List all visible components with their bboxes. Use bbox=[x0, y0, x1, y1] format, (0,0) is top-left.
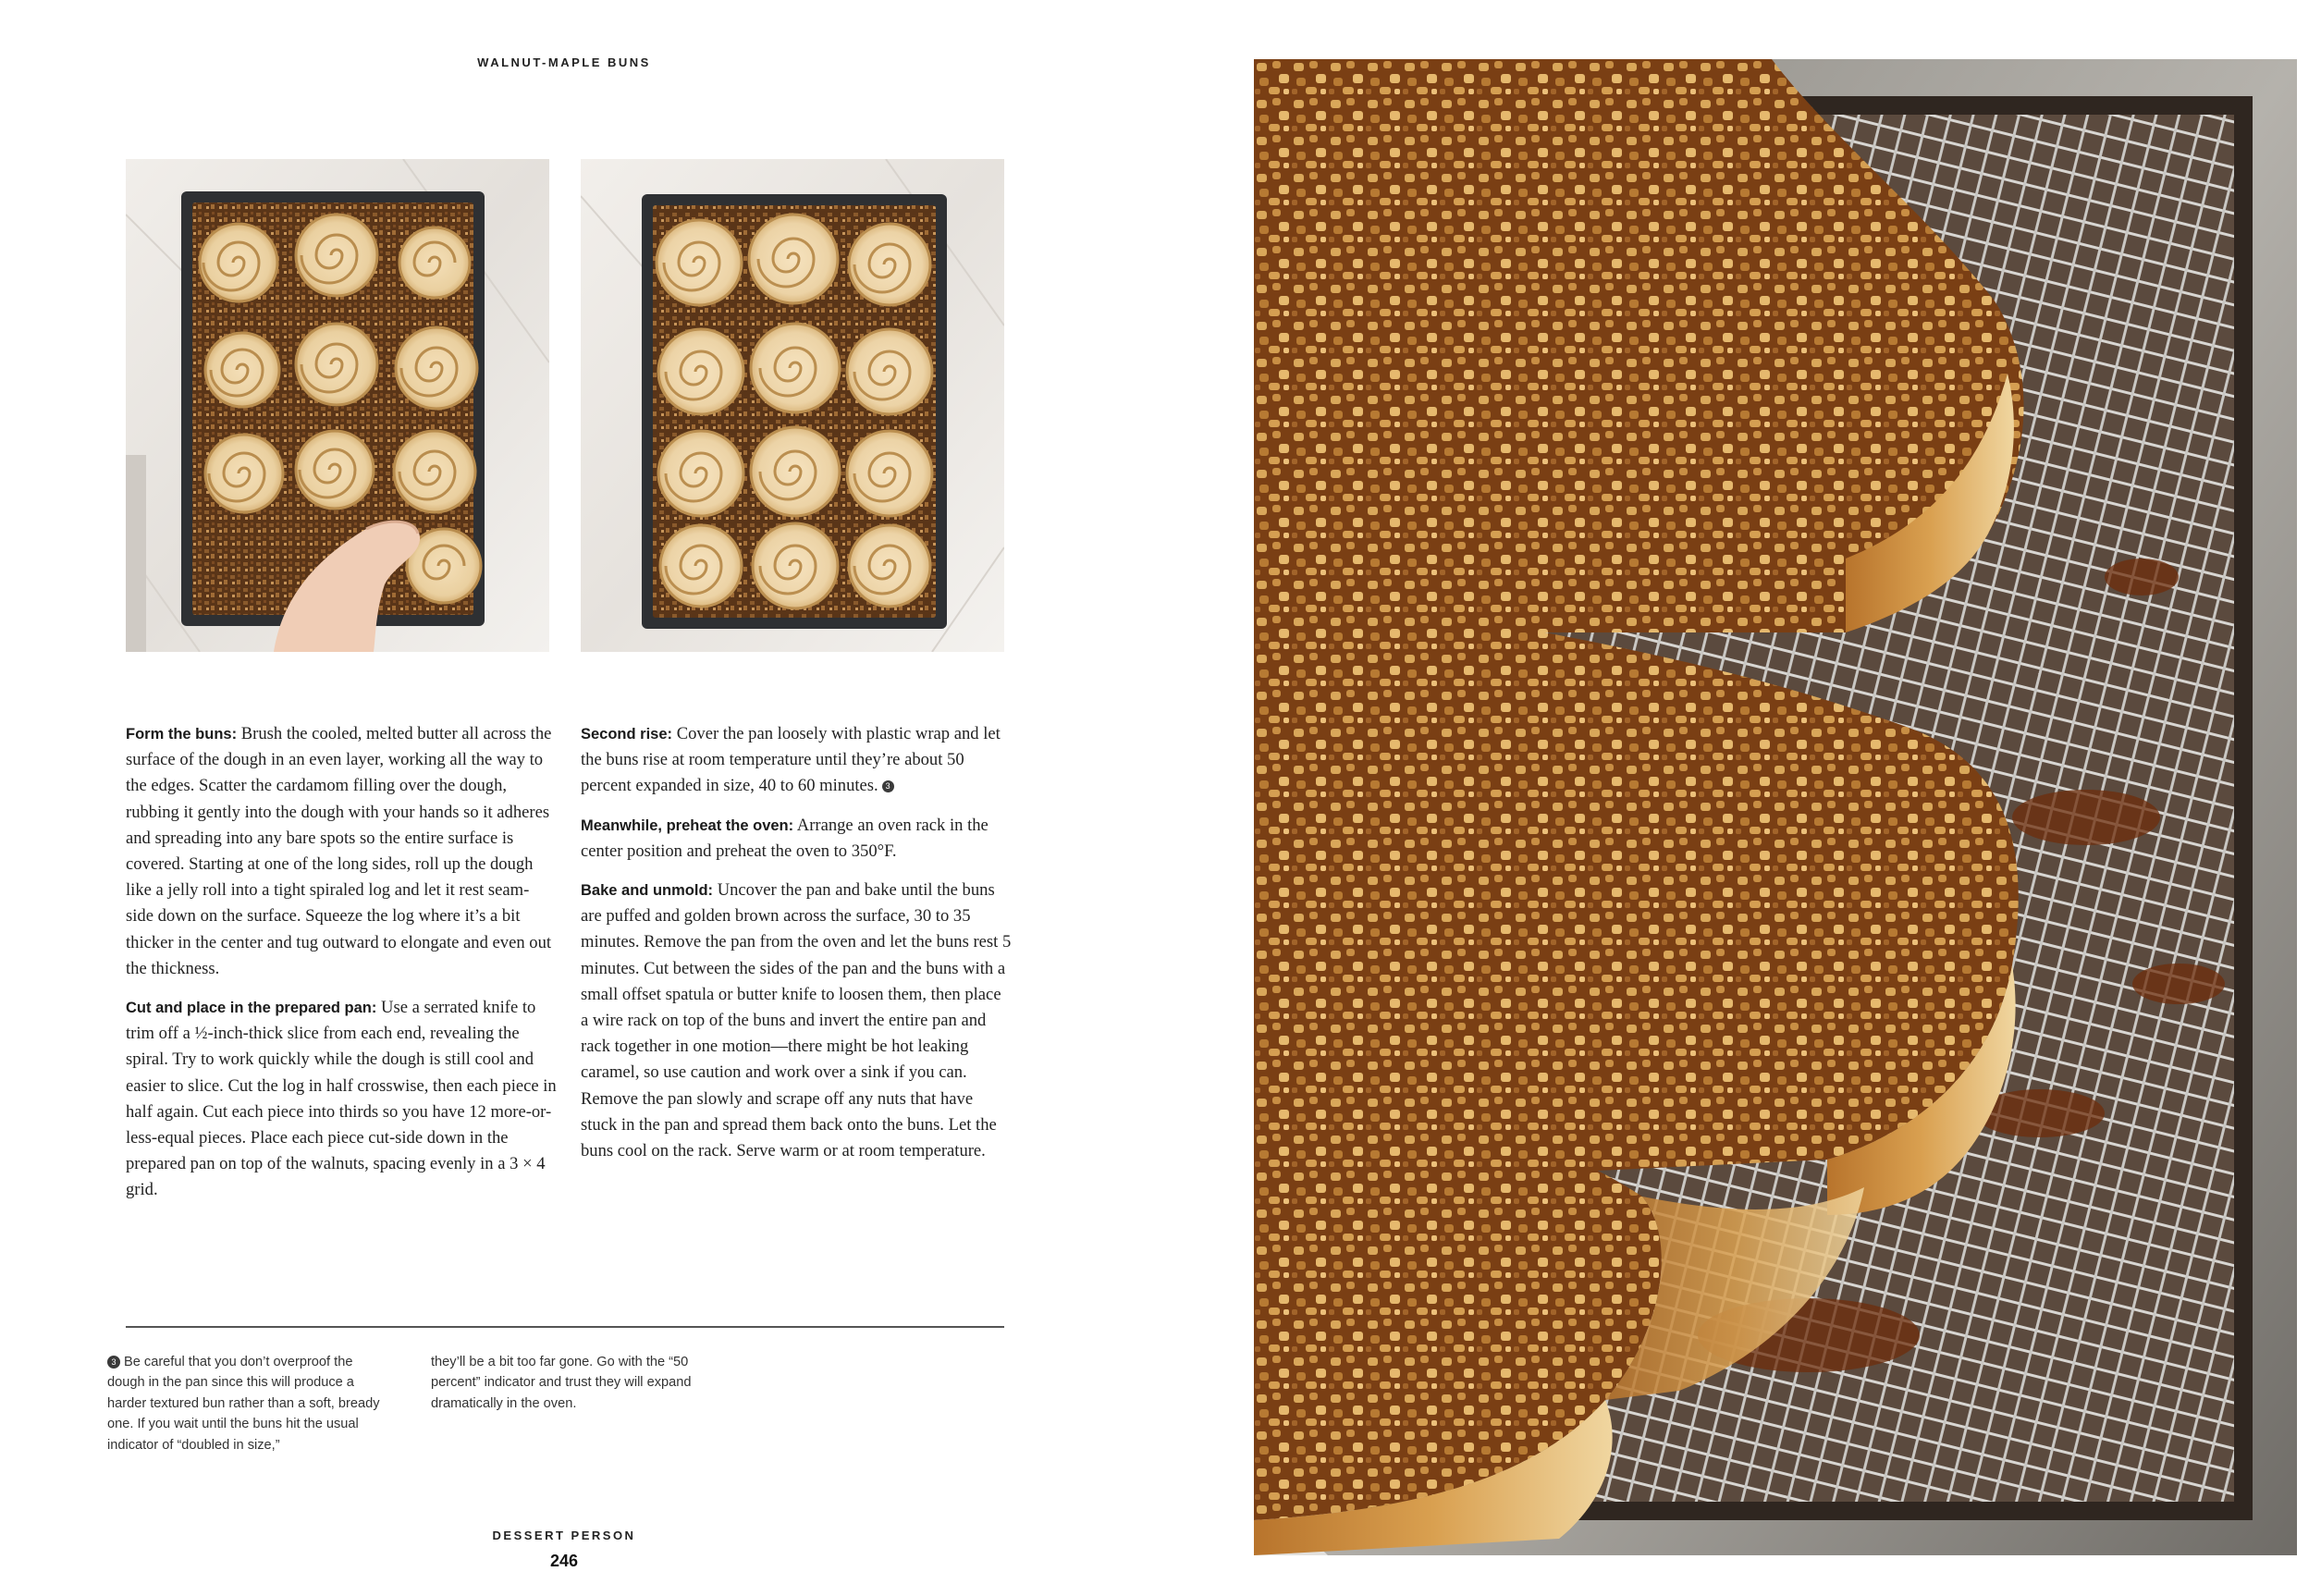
step-body: Cover the pan loosely with plastic wrap and let the buns rise at room temperature until they’re about 50 percent expanded in size, 40 to 60 minutes. bbox=[581, 724, 1001, 796]
step-preheat-oven bbox=[581, 813, 1012, 865]
step-body: Uncover the pan and bake until the buns are puffed and golden brown across the surface, 30 to 35 minutes. Remove the pan from the oven and let the buns rest 5 minutes. Cut between the sides of the pan and the buns with a small offset spatula or butter knife to loosen them, then place a wire rack on top of the buns and invert the entire pan and rack together in one motion—there might be hot leaking caramel, so use caution and work over a sink if you can. Remove the pan slowly and scrape off any nuts that have stuck in the pan and spread them back onto the buns. Let the buns cool on the rack. Serve warm or at room temperature. bbox=[581, 880, 1012, 1161]
step-body: Brush the cooled, melted butter all across the surface of the dough in an even layer, working all the way to the edges. Scatter the cardamom filling over the dough, rubbing it gently into the dough with your hands so it adheres and spreading into any bare spots so the entire surface is covered. Starting at one of the long sides, roll up the dough like a jelly roll into a tight spiraled log and let it rest seam-side down on the surface. Squeeze the log where it’s a bit thicker in the center and tug outward to elongate and even out the thickness. bbox=[126, 724, 552, 978]
step-colon: : bbox=[231, 726, 238, 743]
photo-finished-buns-on-rack bbox=[1254, 59, 2297, 1555]
step-form-the-buns bbox=[126, 721, 557, 982]
book-title: DESSERT PERSON bbox=[492, 1528, 636, 1542]
page-number: 246 bbox=[549, 1552, 579, 1570]
step-title: Bake and unmold bbox=[581, 882, 708, 900]
running-title: WALNUT-MAPLE BUNS bbox=[477, 55, 651, 69]
step-title: Meanwhile, preheat the oven bbox=[581, 816, 789, 834]
step-title: Second rise bbox=[581, 726, 668, 743]
photo-buns-after-rise bbox=[581, 159, 1004, 652]
step-body: Arrange an oven rack in the center position and preheat the oven to 350°F. bbox=[581, 815, 989, 861]
step-colon: : bbox=[667, 726, 673, 743]
step-second-rise bbox=[581, 721, 1012, 800]
step-body: Use a serrated knife to trim off a ½-inch-thick slice from each end, revealing the spiral. Try to work quickly while the dough is still cool and easier to slice. Cut the log in half crosswise, then each piece in half again. Cut each piece into thirds so you have 12 more-or-less-equal pieces. Place each piece cut-side down in the prepared pan on top of the walnuts, spacing evenly in a 3 × 4 grid. bbox=[126, 998, 557, 1200]
footnote-reference-icon: 3 bbox=[882, 780, 894, 792]
footnote-divider bbox=[126, 1326, 1004, 1328]
footnote-text: Be careful that you don’t overproof the dough in the pan since this will produce a harder textured bun rather than a soft, bready one. If you wait until the buns hit the usual indicator of “doubled in size,” bbox=[107, 1355, 380, 1453]
footnote-text-continued: they’ll be a bit too far gone. Go with the “50 percent” indicator and trust they will expand dramatically in the oven. bbox=[431, 1355, 692, 1411]
step-bake-and-unmold bbox=[581, 878, 1012, 1164]
step-title: Cut and place in the prepared pan bbox=[126, 1000, 372, 1017]
step-colon: : bbox=[707, 882, 714, 900]
footnote-number-icon: 3 bbox=[107, 1356, 120, 1369]
footnote-left bbox=[107, 1352, 385, 1455]
method-column-left bbox=[126, 721, 557, 1217]
photo-buns-being-placed bbox=[126, 159, 549, 652]
step-colon: : bbox=[371, 1000, 377, 1017]
step-colon: : bbox=[788, 816, 794, 834]
footnote-right bbox=[431, 1352, 708, 1414]
step-title: Form the buns bbox=[126, 726, 232, 743]
step-cut-and-place bbox=[126, 995, 557, 1204]
method-column-right bbox=[581, 721, 1012, 1177]
